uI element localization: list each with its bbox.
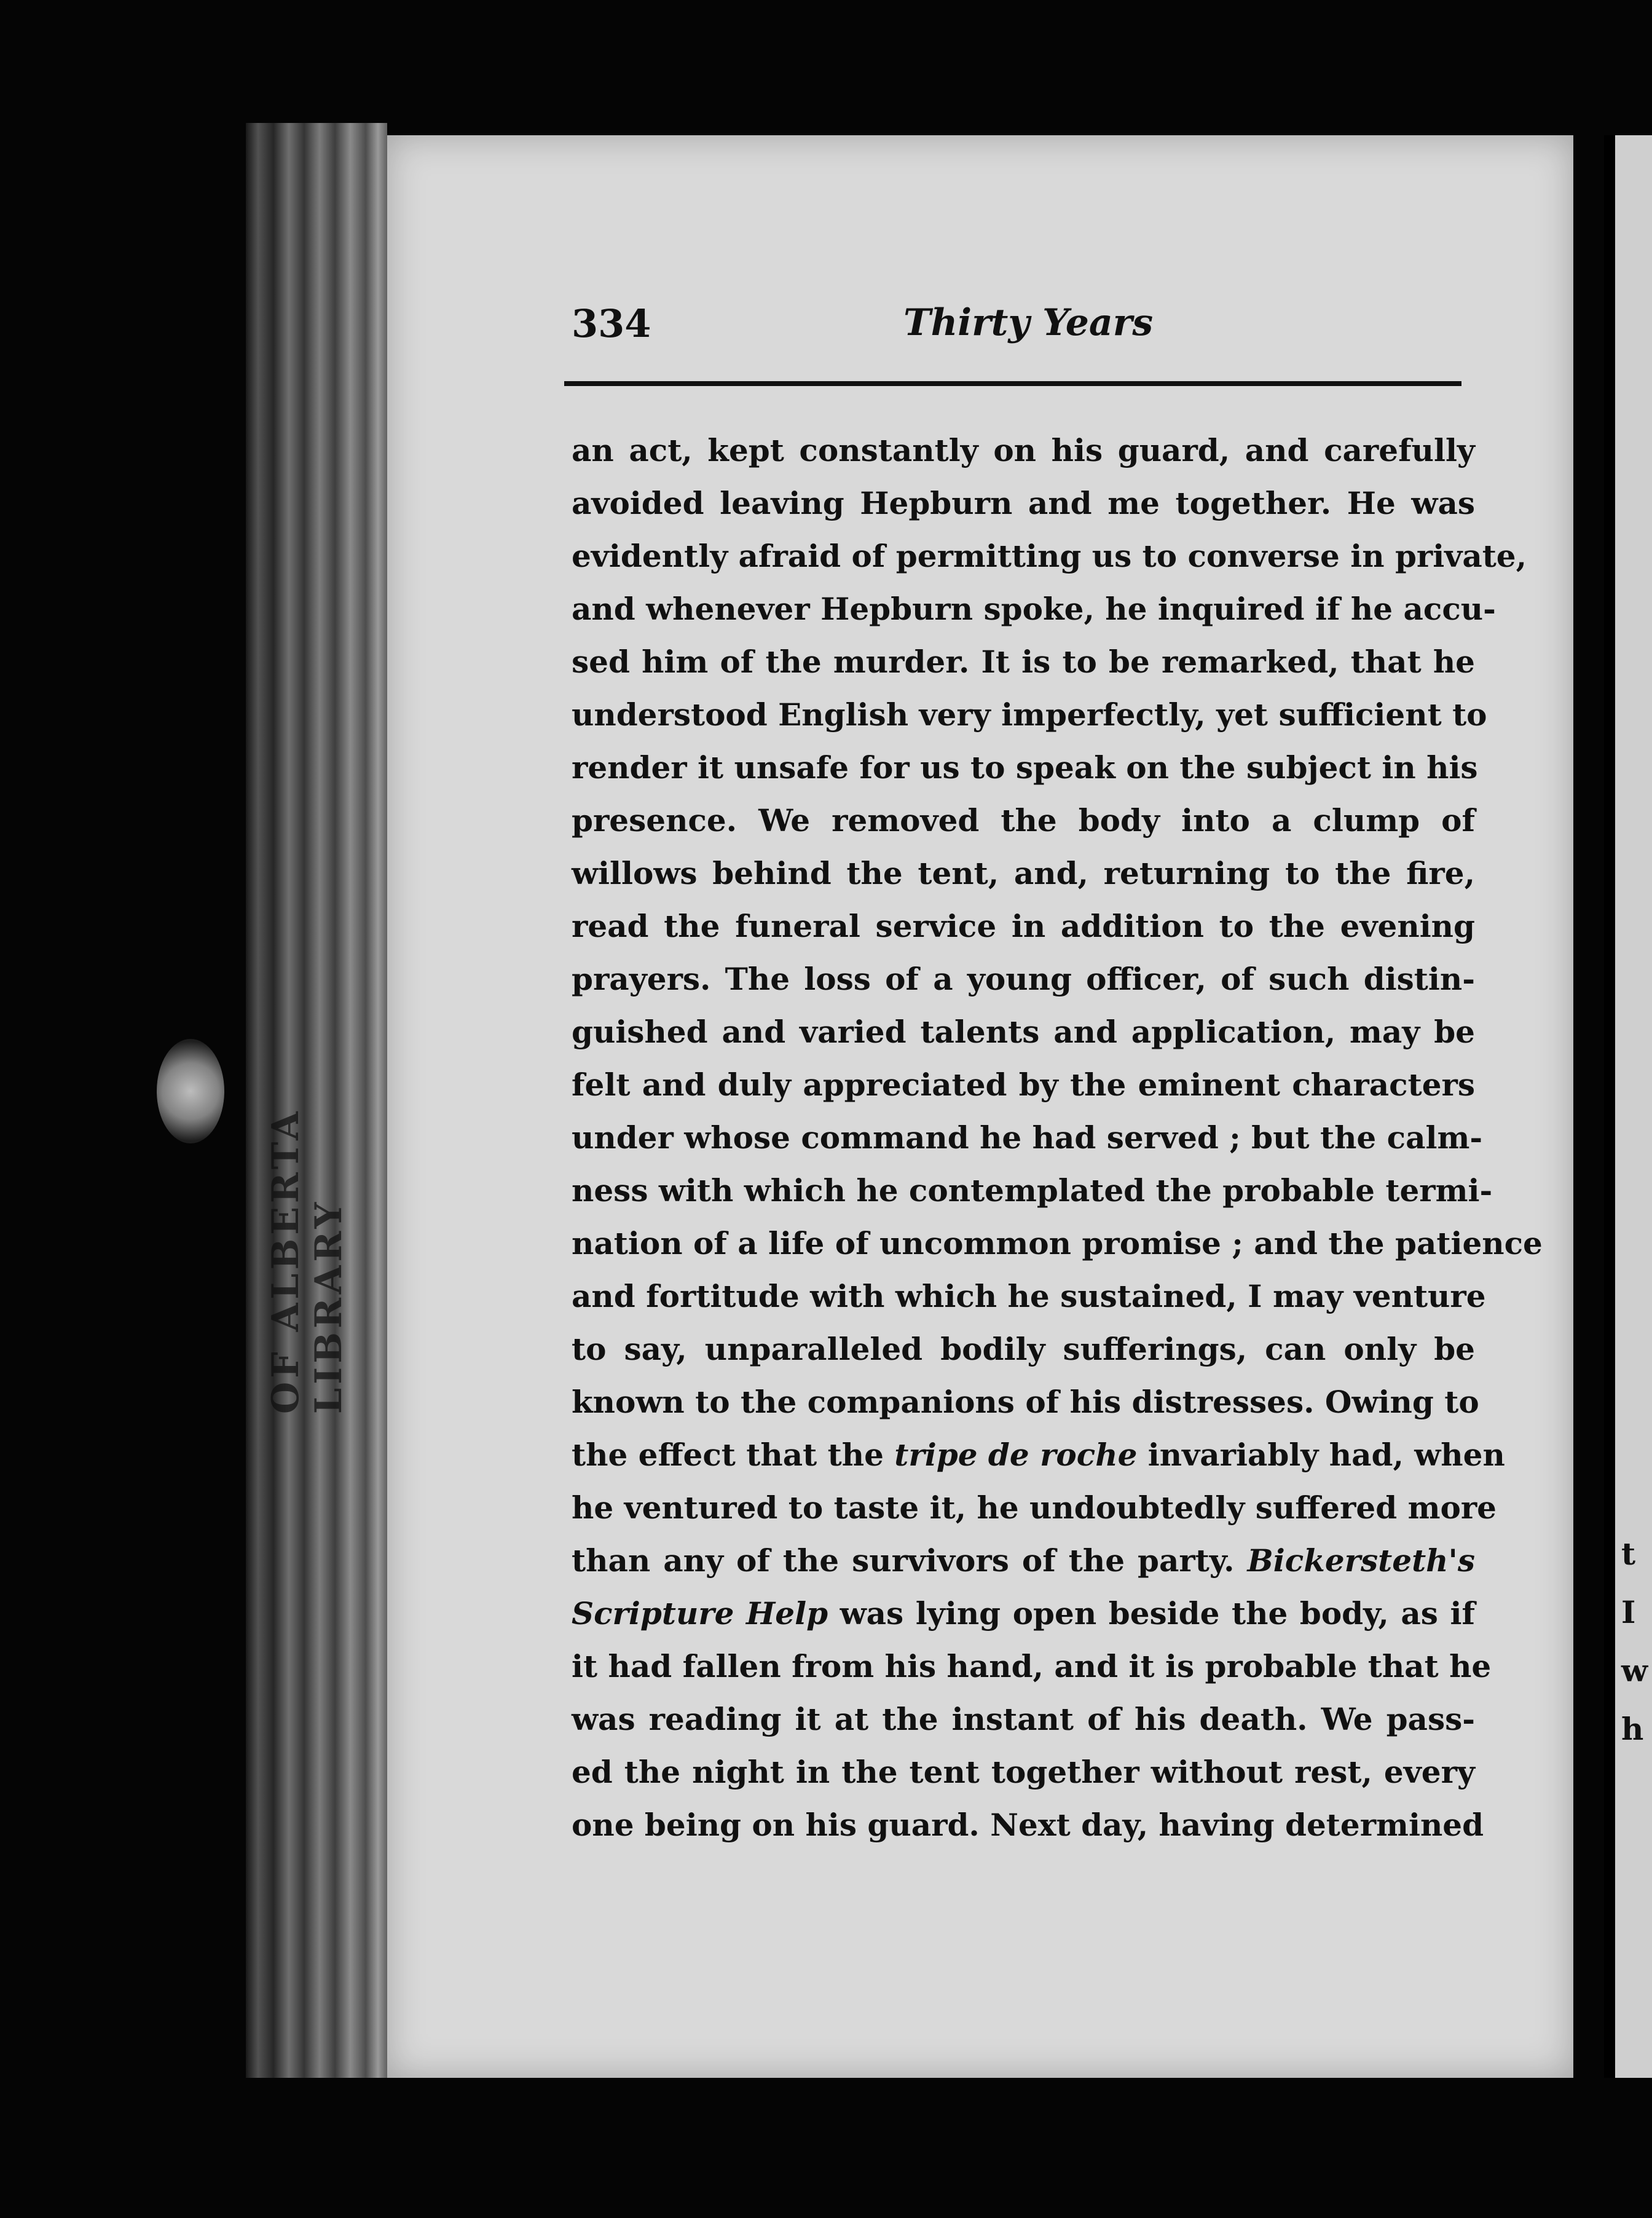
body-text bbox=[572, 424, 1543, 1852]
text-line: read the funeral service in addition to the evening bbox=[572, 908, 1475, 944]
adjacent-page-edge bbox=[1604, 135, 1652, 2078]
header-rule bbox=[564, 381, 1461, 386]
text-segment: was lying open beside the body, as if bbox=[828, 1595, 1476, 1632]
text-line: it had fallen from his hand, and it is probable that he bbox=[572, 1648, 1492, 1684]
book-page bbox=[387, 135, 1573, 2078]
italic-phrase: Bickersteth's bbox=[1247, 1542, 1475, 1579]
italic-phrase: tripe de roche bbox=[894, 1437, 1138, 1473]
stamp-blot bbox=[157, 1039, 224, 1143]
text-segment: the effect that the bbox=[572, 1437, 895, 1473]
text-line: ed the night in the tent together without rest, every bbox=[572, 1754, 1475, 1790]
text-line: to say, unparalleled bodily sufferings, can only be bbox=[572, 1331, 1475, 1367]
text-line: under whose command he had served ; but the calm- bbox=[572, 1119, 1483, 1156]
text-line: sed him of the murder. It is to be remarked, that he bbox=[572, 644, 1475, 680]
running-head: Thirty Years bbox=[903, 301, 1154, 344]
text-line: prayers. The loss of a young officer, of such distin- bbox=[572, 961, 1475, 997]
text-line-italic-phrase bbox=[572, 1534, 1475, 1587]
library-spine-text: OF ALBERTA LIBRARY bbox=[264, 1108, 350, 1414]
text-line: an act, kept constantly on his guard, and carefully bbox=[572, 432, 1475, 468]
text-segment: than any of the survivors of the party. bbox=[572, 1542, 1248, 1579]
page-header bbox=[572, 301, 1481, 357]
text-line: known to the companions of his distresses. Owing to bbox=[572, 1384, 1479, 1420]
text-line: avoided leaving Hepburn and me together. He was bbox=[572, 485, 1475, 521]
text-line: and fortitude with which he sustained, I may venture bbox=[572, 1278, 1486, 1314]
adjacent-char: I bbox=[1621, 1594, 1636, 1630]
text-line: he ventured to taste it, he undoubtedly suffered more bbox=[572, 1490, 1497, 1526]
adjacent-page-text bbox=[1621, 1525, 1648, 1758]
text-line: presence. We removed the body into a clump of bbox=[572, 802, 1475, 839]
italic-phrase: Scripture Help bbox=[572, 1595, 828, 1632]
text-line: one being on his guard. Next day, having determined bbox=[572, 1807, 1484, 1843]
adjacent-char: h bbox=[1621, 1711, 1644, 1747]
text-line: felt and duly appreciated by the eminent characters bbox=[572, 1067, 1475, 1103]
adjacent-char: t bbox=[1621, 1536, 1636, 1572]
text-line: was reading it at the instant of his death. We pass- bbox=[572, 1701, 1475, 1737]
text-line: ness with which he contemplated the probable termi- bbox=[572, 1172, 1493, 1209]
text-segment: invariably had, when bbox=[1137, 1437, 1505, 1473]
text-line: willows behind the tent, and, returning to the fire, bbox=[572, 855, 1475, 891]
text-line-italic-phrase bbox=[572, 1587, 1475, 1640]
adjacent-char: w bbox=[1621, 1652, 1648, 1689]
text-line: and whenever Hepburn spoke, he inquired if he accu- bbox=[572, 591, 1496, 627]
text-line-italic-phrase bbox=[572, 1429, 1505, 1482]
text-line: evidently afraid of permitting us to converse in private, bbox=[572, 538, 1527, 574]
text-line: understood English very imperfectly, yet sufficient to bbox=[572, 697, 1487, 733]
text-line: render it unsafe for us to speak on the subject in his bbox=[572, 749, 1478, 786]
text-line: guished and varied talents and application, may be bbox=[572, 1014, 1475, 1050]
text-line: nation of a life of uncommon promise ; and the patience bbox=[572, 1225, 1543, 1261]
page-number: 334 bbox=[572, 301, 651, 346]
